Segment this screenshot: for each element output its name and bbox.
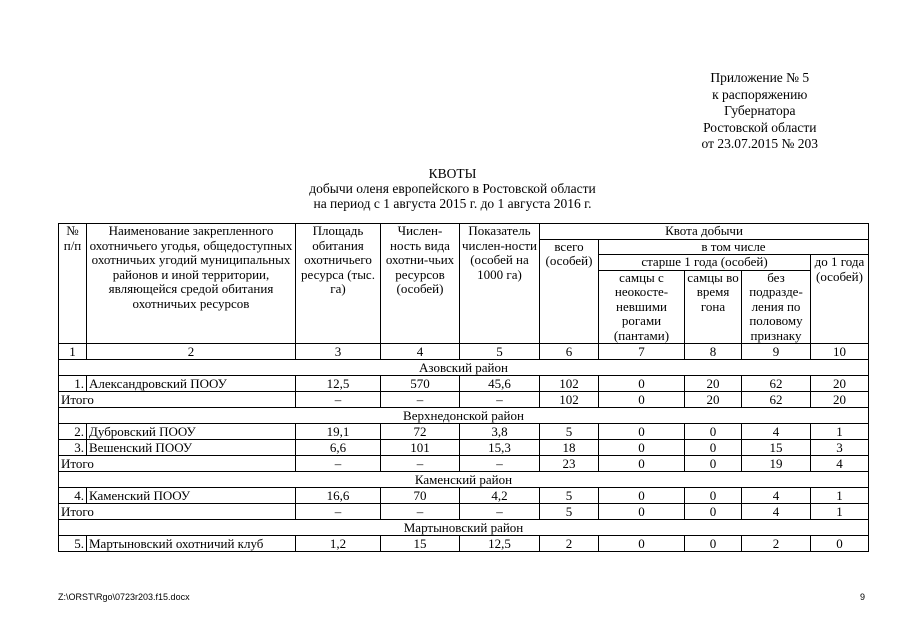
table-row (59, 376, 869, 392)
subtitle-line: на период с 1 августа 2015 г. до 1 августа 2016 г. (313, 196, 592, 211)
table-cell: – (296, 504, 381, 520)
table-cell: 1 (811, 488, 869, 504)
table-cell: 20 (685, 392, 742, 408)
table-cell: – (460, 504, 540, 520)
table-cell: 5 (540, 504, 599, 520)
table-cell: 15 (742, 440, 811, 456)
table-cell: 102 (540, 376, 599, 392)
hunting-ground-name: Каменский ПООУ (87, 488, 296, 504)
total-row (59, 392, 869, 408)
column-number: 2 (87, 344, 296, 360)
table-cell: 0 (685, 488, 742, 504)
table-cell: 0 (811, 536, 869, 552)
column-number: 3 (296, 344, 381, 360)
district-name: Каменский район (59, 472, 869, 488)
table-cell: 72 (381, 424, 460, 440)
table-cell: 45,6 (460, 376, 540, 392)
table-cell: – (296, 392, 381, 408)
table-cell: 0 (685, 440, 742, 456)
table-cell: 1 (811, 504, 869, 520)
table-cell: 0 (599, 488, 685, 504)
table-cell: 62 (742, 376, 811, 392)
total-label: Итого (59, 456, 296, 472)
table-cell: 1. (59, 376, 87, 392)
column-number-row (59, 344, 869, 360)
table-cell: 101 (381, 440, 460, 456)
column-number: 8 (685, 344, 742, 360)
table-cell: 19,1 (296, 424, 381, 440)
table-cell: 4 (742, 504, 811, 520)
table-row (59, 424, 869, 440)
table-cell: 5 (540, 424, 599, 440)
header-no-sex: без подразде-ления по половому признаку (742, 270, 811, 344)
document-title (0, 166, 905, 211)
table-row (59, 440, 869, 456)
column-number: 10 (811, 344, 869, 360)
table-cell: 0 (685, 504, 742, 520)
table-cell: 18 (540, 440, 599, 456)
table-row (59, 536, 869, 552)
column-number: 4 (381, 344, 460, 360)
appendix-line: от 23.07.2015 № 203 (701, 136, 818, 151)
table-cell: 1 (811, 424, 869, 440)
table-cell: 2. (59, 424, 87, 440)
appendix-line: к распоряжению (712, 86, 808, 102)
subtitle-line: добычи оленя европейского в Ростовской области (309, 181, 596, 196)
table-cell: 570 (381, 376, 460, 392)
table-cell: 0 (685, 424, 742, 440)
header-count: Числен-ность вида охотни-чьих ресурсов (особей) (381, 224, 460, 344)
table-cell: 16,6 (296, 488, 381, 504)
header-incl: в том числе (599, 239, 869, 255)
table-cell: – (296, 456, 381, 472)
table-cell: – (460, 392, 540, 408)
header-num: № п/п (59, 224, 87, 344)
column-number: 1 (59, 344, 87, 360)
table-cell: – (460, 456, 540, 472)
hunting-ground-name: Вешенский ПООУ (87, 440, 296, 456)
table-cell: 2 (540, 536, 599, 552)
header-index: Показатель числен-ности (особей на 1000 га) (460, 224, 540, 344)
district-row (59, 408, 869, 424)
total-row (59, 504, 869, 520)
header-under1: до 1 года (особей) (811, 255, 869, 344)
header-males-antlers: самцы с неокосте-невшими рогами (пантами) (599, 270, 685, 344)
file-path: Z:\ORST\Rgo\0723r203.f15.docx (58, 592, 190, 602)
table-cell: 0 (599, 392, 685, 408)
total-row (59, 456, 869, 472)
appendix-line: Ростовской области (703, 119, 817, 135)
district-row (59, 360, 869, 376)
title-line: КВОТЫ (428, 166, 477, 181)
column-number: 5 (460, 344, 540, 360)
table-cell: 23 (540, 456, 599, 472)
table-cell: 62 (742, 392, 811, 408)
district-name: Мартыновский район (59, 520, 869, 536)
appendix-line: Приложение № 5 (710, 70, 810, 85)
table-cell: 5. (59, 536, 87, 552)
table-cell: 0 (599, 456, 685, 472)
table-cell: 2 (742, 536, 811, 552)
total-label: Итого (59, 392, 296, 408)
header-males-rut: самцы во время гона (685, 270, 742, 344)
header-total: всего (особей) (540, 239, 599, 344)
table-cell: 0 (685, 456, 742, 472)
table-cell: 4 (742, 424, 811, 440)
table-cell: 19 (742, 456, 811, 472)
table-cell: 5 (540, 488, 599, 504)
column-number: 6 (540, 344, 599, 360)
appendix-line: Губернатора (724, 103, 796, 118)
table-cell: – (381, 392, 460, 408)
table-cell: 12,5 (296, 376, 381, 392)
table-cell: 0 (599, 424, 685, 440)
table-cell: 20 (685, 376, 742, 392)
table-cell: 4,2 (460, 488, 540, 504)
table-cell: 6,6 (296, 440, 381, 456)
district-row (59, 520, 869, 536)
district-row (59, 472, 869, 488)
hunting-ground-name: Александровский ПООУ (87, 376, 296, 392)
table-cell: 12,5 (460, 536, 540, 552)
total-label: Итого (59, 504, 296, 520)
header-row (59, 224, 869, 240)
table-cell: 3,8 (460, 424, 540, 440)
district-name: Азовский район (59, 360, 869, 376)
table-cell: 102 (540, 392, 599, 408)
column-number: 7 (599, 344, 685, 360)
district-name: Верхнедонской район (59, 408, 869, 424)
table-cell: 3. (59, 440, 87, 456)
appendix-block (702, 70, 818, 153)
header-name: Наименование закрепленного охотничьего угодья, общедоступных охотничьих угодий муниципальных районов и иной территории, являющейся средой обитания охотничьих ресурсов (87, 224, 296, 344)
table-cell: 4. (59, 488, 87, 504)
table-cell: 0 (685, 536, 742, 552)
table-cell: 20 (811, 376, 869, 392)
table-cell: 0 (599, 440, 685, 456)
table-cell: – (381, 456, 460, 472)
table-cell: 3 (811, 440, 869, 456)
table-cell: – (381, 504, 460, 520)
header-quota: Квота добычи (540, 224, 869, 240)
table-cell: 20 (811, 392, 869, 408)
table-row (59, 488, 869, 504)
table-cell: 15,3 (460, 440, 540, 456)
table-cell: 4 (811, 456, 869, 472)
table-cell: 4 (742, 488, 811, 504)
column-number: 9 (742, 344, 811, 360)
table-cell: 0 (599, 376, 685, 392)
quota-table (58, 223, 869, 552)
table-cell: 0 (599, 536, 685, 552)
hunting-ground-name: Мартыновский охотничий клуб (87, 536, 296, 552)
hunting-ground-name: Дубровский ПООУ (87, 424, 296, 440)
page-number: 9 (859, 592, 865, 602)
table-cell: 15 (381, 536, 460, 552)
table-cell: 1,2 (296, 536, 381, 552)
header-older: старше 1 года (особей) (599, 255, 811, 271)
table-cell: 70 (381, 488, 460, 504)
table-cell: 0 (599, 504, 685, 520)
header-area: Площадь обитания охотничьего ресурса (тыс. га) (296, 224, 381, 344)
